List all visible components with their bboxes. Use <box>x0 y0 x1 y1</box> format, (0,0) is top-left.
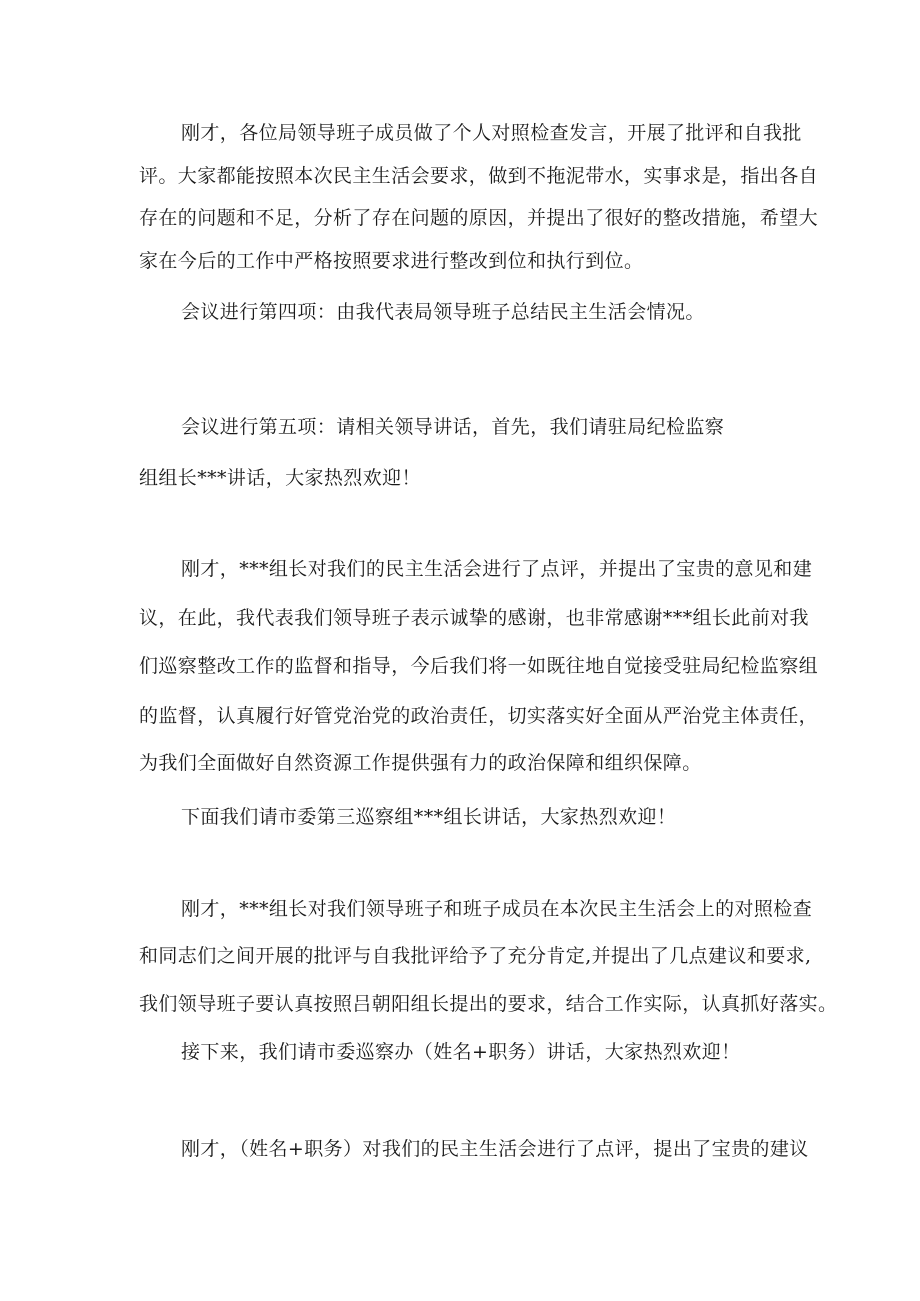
paragraph-3-line-2: 组组长***讲话，大家热烈欢迎！ <box>139 467 421 489</box>
paragraph-1-line-1: 刚才，各位局领导班子成员做了个人对照检查发言，开展了批评和自我批 <box>181 122 802 144</box>
paragraph-1-line-2: 评。大家都能按照本次民主生活会要求，做到不拖泥带水，实事求是，指出各自 <box>139 165 819 187</box>
paragraph-6-line-2: 和同志们之间开展的批评与自我批评给予了充分肯定,并提出了几点建议和要求, <box>139 945 812 967</box>
paragraph-4-line-2: 议，在此，我代表我们领导班子表示诚挚的感谢，也非常感谢***组长此前对我 <box>139 607 809 629</box>
paragraph-5-line-1: 下面我们请市委第三巡察组***组长讲话，大家热烈欢迎！ <box>181 806 677 828</box>
paragraph-4-line-5: 为我们全面做好自然资源工作提供强有力的政治保障和组织保障。 <box>139 752 702 774</box>
paragraph-4-line-4: 的监督，认真履行好管党治党的政治责任，切实落实好全面从严治党主体责任， <box>139 705 819 727</box>
paragraph-4-line-1: 刚才，***组长对我们的民主生活会进行了点评，并提出了宝贵的意见和建 <box>181 558 813 580</box>
paragraph-6-line-3: 我们领导班子要认真按照吕朝阳组长提出的要求，结合工作实际，认真抓好落实。 <box>139 993 838 1015</box>
paragraph-7-line-1: 接下来，我们请市委巡察办（姓名+职务）讲话，大家热烈欢迎！ <box>181 1041 741 1063</box>
paragraph-8-line-1: 刚才，（姓名+职务）对我们的民主生活会进行了点评，提出了宝贵的建议 <box>181 1138 809 1160</box>
paragraph-6-line-1: 刚才，***组长对我们领导班子和班子成员在本次民主生活会上的对照检查 <box>181 898 813 920</box>
paragraph-1-line-3: 存在的问题和不足，分析了存在问题的原因，并提出了很好的整改措施，希望大 <box>139 207 819 229</box>
paragraph-3-line-1: 会议进行第五项：请相关领导讲话，首先，我们请驻局纪检监察 <box>181 416 725 438</box>
paragraph-2-line-1: 会议进行第四项：由我代表局领导班子总结民主生活会情况。 <box>181 301 705 323</box>
paragraph-1-line-4: 家在今后的工作中严格按照要求进行整改到位和执行到位。 <box>139 250 644 272</box>
paragraph-4-line-3: 们巡察整改工作的监督和指导，今后我们将一如既往地自觉接受驻局纪检监察组 <box>139 655 819 677</box>
